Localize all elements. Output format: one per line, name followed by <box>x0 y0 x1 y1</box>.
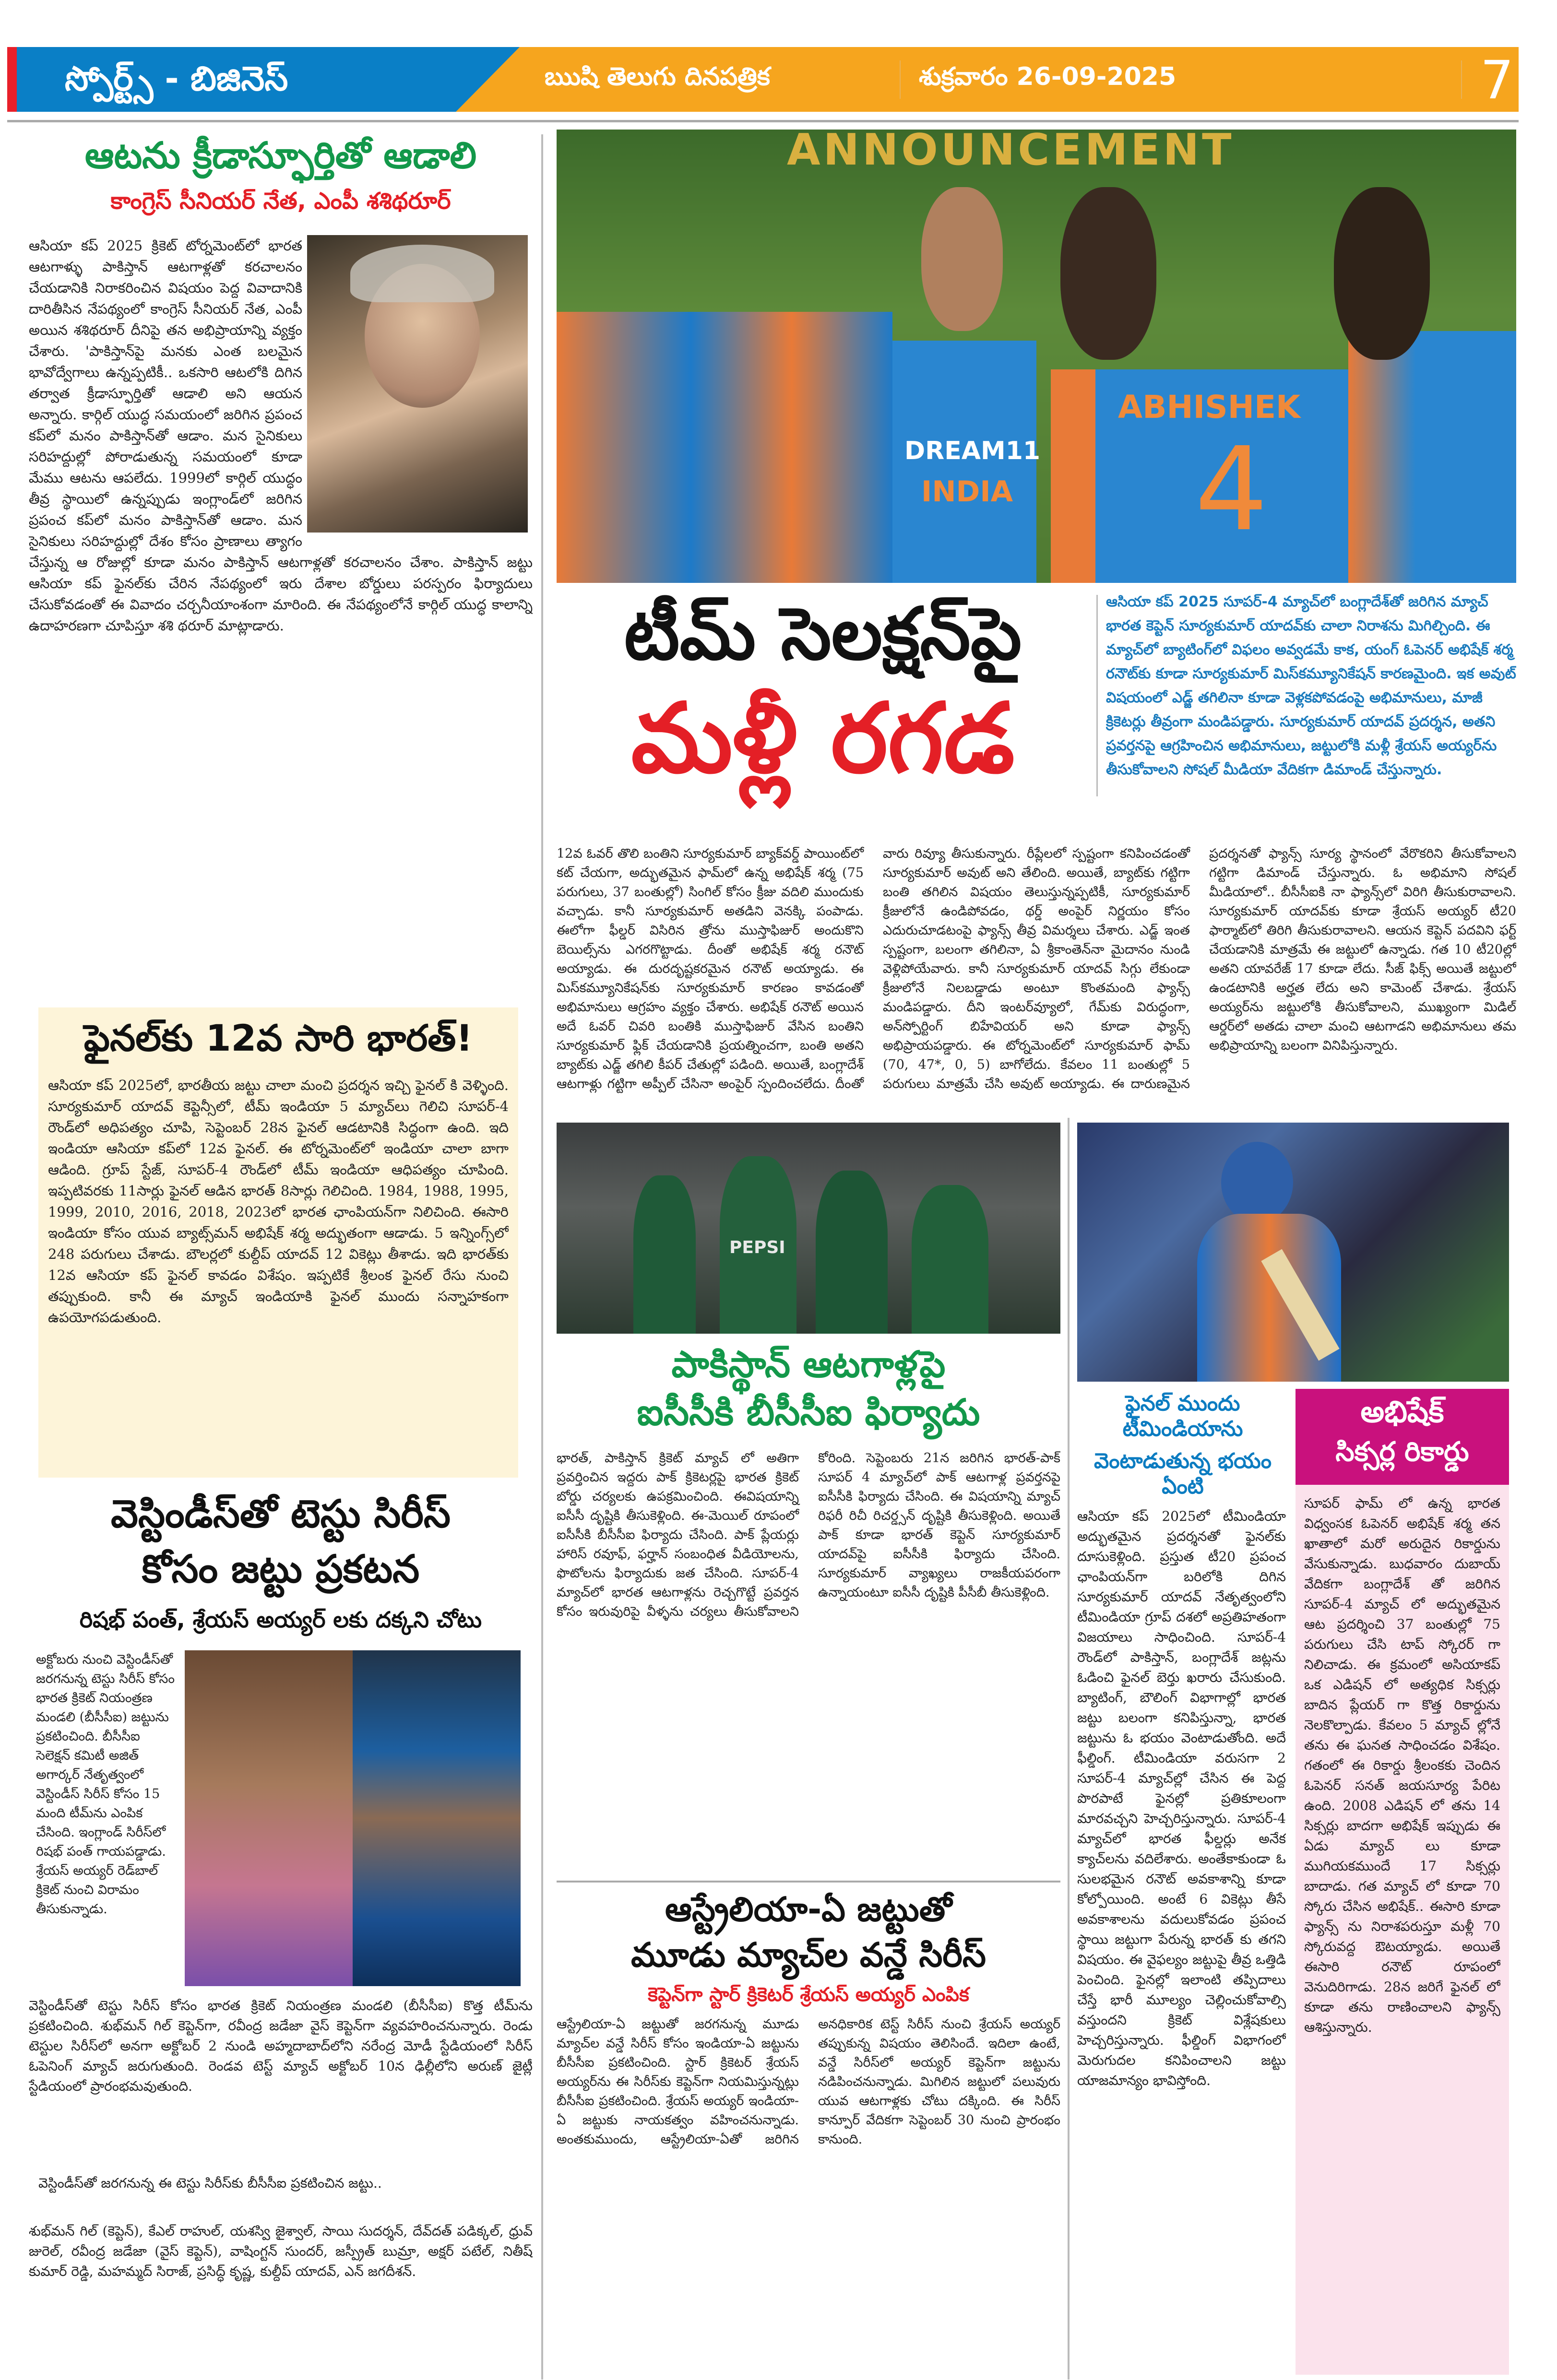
india-fear-headline-1: ఫైనల్ ముందు టీమిండియాను <box>1122 1391 1243 1441</box>
pak-player <box>912 1185 988 1334</box>
abhishek-jersey <box>1051 369 1348 583</box>
pak-player <box>720 1156 796 1334</box>
westindies-body: వెస్టిండీస్‌తో టెస్టు సిరీస్ కోసం భారత క్రికెట్ నియంత్రణ మండలి (బీసీసీఐ) కొత్త టీమ్‌ను ప్రకటించింది. శుభ్‌మన్ గిల్ కెప్టెన్‌గా, రవీంద్ర జడేజా వైస్ కెప్టెన్‌గా వ్యవహరించనున్నారు. రెండు టెస్టుల సిరీస్‌లో అనగా అక్టోబర్ 2 నుండి అహ్మదాబాద్‌లోని నరేంద్ర మోడీ స్టేడియంలో సిరీస్ ఓపెనింగ్ మ్యాచ్ జరుగుతుంది. రెండవ టెస్ట్ మ్యాచ్ అక్టోబర్ 10న ఢిల్లీలోని అరుణ్ జైట్లీ స్టేడియంలో ప్రారంభమవుతుంది. <box>29 1998 533 2094</box>
westindies-intro: అక్టోబరు నుంచి వెస్టిండీస్‌తో జరగనున్న టెస్టు సిరీస్ కోసం భారత క్రికెట్ నియంత్రణ మండలి (బీసీసీఐ) జట్టును ప్రకటించింది. బీసీసీఐ సెలెక్షన్ కమిటీ అజిత్ అగార్కర్ నేతృత్వంలో వెస్టిండీస్ సిరీస్ కోసం 15 మంది టీమ్‌ను ఎంపిక చేసింది. ఇంగ్లాండ్ సిరీస్‌లో రిషభ్ పంత్ గాయపడ్డాడు. శ్రేయస్ అయ్యర్ రెడ్‌బాల్ క్రికెట్ నుంచి విరామం తీసుకున్నాడు. <box>36 1652 175 1917</box>
tharoor-body <box>29 235 533 993</box>
captain-head <box>921 187 1003 331</box>
section-rule <box>557 1881 1060 1883</box>
player-head <box>1334 187 1430 360</box>
abhishek-body-box <box>1296 1485 1509 2375</box>
abhishek-headline-1: అభిషేక్ <box>1360 1394 1444 1429</box>
page-number: 7 <box>1480 49 1514 111</box>
masthead-rule <box>7 120 1519 122</box>
main-headline-1: టీమ్ సెలక్షన్‌పై <box>624 592 1022 676</box>
pak-player <box>633 1175 696 1334</box>
pant-iyer-photo <box>185 1650 521 1986</box>
player-head <box>1060 187 1156 360</box>
masthead-divider <box>1461 60 1462 99</box>
player-jerseys-left <box>557 312 892 583</box>
abhishek-batting-photo <box>1077 1123 1509 1382</box>
westindies-squad: శుభ్‌మన్ గిల్ (కెప్టెన్), కేఎల్ రాహుల్, యశస్వి జైశ్వాల్, సాయి సుదర్శన్, దేవ్‌దత్ పడిక్కల్, ధ్రువ్ జురెల్, రవీంద్ర జడేజా (వైస్ కెప్టెన్), వాషింగ్టన్ సుందర్, జస్ప్రీత్ బుమ్రా, అక్షర్ పటేల్, నితీష్ కుమార్ రెడ్డి, మహమ్మద్ సిరాజ్, ప్రసిద్ధ్ కృష్ణ, కుల్దీప్ యాదవ్, ఎన్ జగదీశన్. <box>29 2223 533 2279</box>
westindies-headline-1: వెస్టిండీస్‌తో టెస్టు సిరీస్ <box>110 1492 451 1536</box>
iyer-photo <box>353 1650 521 1986</box>
captain-jersey <box>892 341 1041 583</box>
final12-headline: ఫైనల్‌కు 12వ సారి భారత్! <box>83 1017 473 1059</box>
jersey-name: ABHISHEK <box>1118 389 1301 426</box>
pant-photo <box>185 1650 353 1986</box>
australia-headline-2: మూడు మ్యాచ్‌ల వన్డే సిరీస్ <box>630 1935 986 1975</box>
paper-name: ఋషి తెలుగు దినపత్రిక <box>545 62 770 91</box>
player-jersey-right <box>1348 331 1516 583</box>
photo-banner-text: ANNOUNCEMENT <box>787 130 1235 175</box>
india-fear-body: ఆసియా కప్ 2025లో టీమిండియా అద్భుతమైన ప్రదర్శనతో ఫైనల్‌కు దూసుకెళ్లింది. ప్రస్తుత టీ20 ప్రపంచ ఛాంపియన్‌గా బరిలోకి దిగిన సూర్యకుమార్ యాదవ్ నేతృత్వంలోని టీమిండియా గ్రూప్ దశలో అప్రతిహతంగా విజయాలు సాధించింది. సూపర్-4 రౌండ్‌లో పాకిస్తాన్, బంగ్లాదేశ్ జట్లను ఓడించి ఫైనల్ బెర్తు ఖరారు చేసుకుంది. బ్యాటింగ్, బౌలింగ్ విభాగాల్లో భారత జట్టు బలంగా కనిపిస్తున్నా, భారత జట్టును ఓ భయం వెంటాడుతోంది. అదే ఫీల్డింగ్. టీమిండియా వరుసగా 2 సూపర్-4 మ్యాచ్‌ల్లో చేసిన ఈ పెద్ద పొరపాటే ఫైనల్లో ప్రతికూలంగా మారవచ్చని హెచ్చరిస్తున్నారు. సూపర్-4 మ్యాచ్‌లో భారత ఫీల్డర్లు అనేక క్యాచ్‌లను వదిలేశారు. అంతేకాకుండా ఓ సులభమైన రనౌట్ అవకాశాన్ని కూడా కోల్పోయింది. అంటే 6 వికెట్లు తీసే అవకాశాలను వదులుకోవడం ప్రపంచ స్థాయి జట్టుగా పేరున్న భారత్ కు తగని విషయం. ఈ వైఫల్యం జట్టుపై తీవ్ర ఒత్తిడి పెంచింది. ఫైనల్లో ఇలాంటి తప్పిదాలు చేస్తే భారీ మూల్యం చెల్లించుకోవాల్సి వస్తుందని క్రికెట్ విశ్లేషకులు హెచ్చరిస్తున్నారు. ఫీల్డింగ్ విభాగంలో మెరుగుదల కనిపించాలని జట్టు యాజమాన్యం భావిస్తోంది. <box>1077 1508 1286 2088</box>
australia-subhead: కెప్టెన్‌గా స్టార్ క్రికెటర్ శ్రేయస్ అయ్యర్ ఎంపిక <box>648 1984 969 2006</box>
pakistan-headline-2: ఐసీసీకి బీసీసీఐ ఫిర్యాదు <box>637 1391 980 1433</box>
photo-wrap-spacer <box>302 235 533 537</box>
column-divider <box>541 134 543 2380</box>
australia-headline-1: ఆస్ట్రేలియా-ఏ జట్టుతో <box>665 1890 952 1929</box>
main-story-body: 12వ ఓవర్ తొలి బంతిని సూర్యకుమార్ బ్యాక్‌వర్డ్ పాయింట్‌లో కట్ చేయగా, అద్భుతమైన ఫామ్‌లో ఉన్న అభిషేక్ శర్మ (75 పరుగులు, 37 బంతుల్లో) సింగిల్ కోసం క్రీజు వదిలి ముందుకు వచ్చాడు. కానీ సూర్యకుమార్ అతడిని వెనక్కి పంపాడు. ఈలోగా ఫీల్డర్ విసిరిన త్రోను ముస్తాఫిజుర్ అందుకొని బెయిల్స్‌ను ఎగరగొట్టాడు. దీంతో అభిషేక్ శర్మ రనౌట్ అయ్యాడు. ఈ దురదృష్టకరమైన రనౌట్ అయ్యాడు. ఈ మిస్‌కమ్యూనికేషన్‌కు సూర్యకుమార్ కారణం కావడంతో అభిమానులు ఆగ్రహం వ్యక్తం చేశారు. అభిషేక్ రనౌట్ అయిన అదే ఓవర్ చివరి బంతికి ముస్తాఫిజుర్ వేసిన బంతిని సూర్యకుమార్ ఫ్లిక్ చేయడానికి ప్రయత్నించగా, బంతి అతని బ్యాట్‌కు ఎడ్జ్ తగిలి కీపర్ చేతుల్లో పడింది. అయితే, బంగ్లాదేశ్ ఆటగాళ్లు గట్టిగా అప్పీల్ చేసినా అంపైర్ స్పందించలేదు. దీంతో వారు రివ్యూ తీసుకున్నారు. రీప్లేలలో స్పష్టంగా కనిపించడంతో సూర్యకుమార్ అవుట్ అని తేలింది. అయితే, బ్యాట్‌కు గట్టిగా బంతి తగిలిన విషయం తెలుస్తున్నప్పటికీ, సూర్యకుమార్ క్రీజులోనే ఉండిపోవడం, థర్డ్ అంపైర్ నిర్ణయం కోసం ఎదురుచూడటంపై ఫ్యాన్స్ తీవ్ర విమర్శలు చేశారు. ఎడ్జ్ ఇంత స్పష్టంగా, బలంగా తగిలినా, ఏ శ్రీకాంతెన్‌నా మైదానం నుండి వెళ్లిపోయేవారు. కానీ సూర్యకుమార్ యాదవ్ సిగ్గు లేకుండా క్రీజులోనే నిలబడ్డాడు అంటూ కొంతమంది ఫ్యాన్స్ మండిపడ్డారు. దీని ఇంటర్‌వ్యూలో, గేమ్‌కు విరుద్ధంగా, అన్‌స్పోర్టింగ్ బిహేవియర్ అని కూడా ఫ్యాన్స్ అభిప్రాయపడ్డారు. ఈ టోర్నమెంట్‌లో సూర్యకుమార్ ఫామ్ (70, 47*, 0, 5) బాగోలేదు. కేవలం 11 బంతుల్లో 5 పరుగులు మాత్రమే చేసి అవుట్ అయ్యాడు. ఈ దారుణమైన ప్రదర్శనతో ఫ్యాన్స్ సూర్య స్థానంలో వేరొకరిని తీసుకోవాలని గట్టిగా డిమాండ్ చేస్తున్నారు. ఓ అభిమాని సోషల్ మీడియాలో.. బీసీసీఐకి నా ఫ్యాన్స్‌లో విరిగి తీసుకురావాలని. సూర్యకుమార్ యాదవ్‌కు కూడా శ్రేయస్ అయ్యర్ టీ20 ఫార్మాట్‌లో తిరిగి తీసుకురావాలని. ఆయన కెప్టెన్ పదవిని ఫర్ట్ చేయడానికి మాత్రమే ఈ జట్టులో ఉన్నాడు. గత 10 టీ20ల్లో అతని యావరేజ్ 17 కూడా లేదు. సీజ్ ఫిక్స్ అయితే జట్టులో ఉండటానికి అర్హత లేదు అని కామెంట్ చేశాడు. శ్రేయస్ అయ్యర్‌ను జట్టులోకి తీసుకోవాలని, ముఖ్యంగా మిడిల్ ఆర్డర్‌లో అతడు చాలా మంచి ఆటగాడని అభిమానులు తమ అభిప్రాయాన్ని బలంగా వినిపిస్తున్నారు. <box>557 846 1516 1091</box>
pakistan-headline-1: పాకిస్థాన్ ఆటగాళ్లపై <box>671 1343 946 1385</box>
final12-box <box>38 1007 518 1478</box>
masthead-red-tab <box>7 47 17 112</box>
westindies-headline-2: కోసం జట్టు ప్రకటన <box>142 1547 420 1591</box>
final12-body: ఆసియా కప్ 2025లో, భారతీయ జట్టు చాలా మంచి ప్రదర్శన ఇచ్చి ఫైనల్ కి వెళ్ళింది. సూర్యకుమార్ యాదవ్ కెప్టెన్సీలో, టీమ్ ఇండియా 5 మ్యాచ్‌లు గెలిచి సూపర్-4 రౌండ్‌లో అధిపత్యం చూపి, సెప్టెంబర్ 28న ఫైనల్ ఆడటానికి సిద్ధంగా ఉంది. ఇది ఇండియా ఆసియా కప్‌లో 12వ ఫైనల్. ఈ టోర్నమెంట్‌లో ఇండియా చాలా బాగా ఆడింది. గ్రూప్ స్టేజ్, సూపర్-4 రౌండ్‌లో టీమ్ ఇండియా ఆధిపత్యం చూపింది. ఇప్పటివరకు 11సార్లు ఫైనల్ ఆడిన భారత్ 8సార్లు గెలిచింది. 1984, 1988, 1995, 1999, 2010, 2016, 2018, 2023లో భారత ఛాంపియన్‌గా నిలిచింది. ఈసారి ఇండియా కోసం యువ బ్యాట్స్‌మన్ అభిషేక్ శర్మ అద్భుతంగా ఆడాడు. 5 ఇన్నింగ్స్‌లో 248 పరుగులు చేశాడు. బౌలర్లలో కుల్దీప్ యాదవ్ 12 వికెట్లు తీశాడు. ఇది భారత్‌కు 12వ ఆసియా కప్ ఫైనల్ కావడం విశేషం. ఇప్పటికే శ్రీలంక ఫైనల్ రేసు నుంచి తప్పుకుంది. కానీ ఈ మ్యాచ్ ఇండియాకి ఫైనల్ ముందు సన్నాహకంగా ఉపయోగపడుతుంది. <box>48 1077 509 1326</box>
main-headline-2: మళ్లీ రగడ <box>631 683 1015 794</box>
india-fear-headline-2: వెంటాడుతున్న భయం ఏంటి <box>1093 1449 1272 1499</box>
pakistan-team-photo <box>557 1123 1060 1334</box>
abhishek-body: సూపర్ ఫామ్ లో ఉన్న భారత విధ్వంసక ఓపెనర్ అభిషేక్ శర్మ తన ఖాతాలో మరో అరుదైన రికార్డును వేసుకున్నాడు. బుధవారం దుబాయ్ వేదికగా బంగ్లాదేశ్ తో జరిగిన సూపర్-4 మ్యాచ్ లో అద్భుతమైన ఆట ప్రదర్శించి 37 బంతుల్లో 75 పరుగులు చేసి టాప్ స్కోరర్ గా నిలిచాడు. ఈ క్రమంలో అసియాకప్ ఒక ఎడిషన్ లో అత్యధిక సిక్సర్లు బాదిన ప్లేయర్ గా కొత్త రికార్డును నెలకొల్పాడు. కేవలం 5 మ్యాచ్ ల్లోనే తను ఈ ఘనత సాధించడం విశేషం. గతంలో ఈ రికార్డు శ్రీలంకకు చెందిన ఓపెనర్ సనత్ జయసూర్య పేరిట ఉంది. 2008 ఎడిషన్ లో తను 14 సిక్సర్లు బాదగా అభిషేక్ ఇప్పుడు ఈ ఏడు మ్యాచ్ లు కూడా ముగియకముందే 17 సిక్సర్లు బాదాడు. గత మ్యాచ్ లో కూడా 70 స్కోరు చేసిన అభిషేక్.. ఈసారి కూడా ఫ్యాన్స్ ను నిరాశపరుస్తూ మళ్లీ 70 స్కోరువద్ద ఔటయ్యాడు. అయితే ఈసారి రనౌట్ రూపంలో వెనుదిరిగాడు. 28న జరిగే ఫైనల్ లో కూడా తను రాణించాలని ఫ్యాన్స్ ఆశిస్తున్నారు. <box>1304 1495 1500 2035</box>
section-title: స్పోర్ట్స్ - బిజినెస్ <box>65 59 288 98</box>
masthead-divider <box>900 60 901 99</box>
tharoor-subhead: కాంగ్రెస్ సీనియర్ నేత, ఎంపీ శశిథరూర్ <box>110 188 451 214</box>
tharoor-body-text: ఆసియా కప్ 2025 క్రికెట్ టోర్నమెంట్‌లో భారత ఆటగాళ్ళు పాకిస్తాన్ ఆటగాళ్లతో కరచాలనం చేయడానికి నిరాకరించిన విషయం పెద్ద వివాదానికి దారితీసిన నేపథ్యంలో కాంగ్రెస్ సీనియర్ నేత, ఎంపీ అయిన శశిథరూర్ దీనిపై తన అభిప్రాయాన్ని వ్యక్తం చేశారు. 'పాకిస్తాన్‌పై మనకు ఎంత బలమైన భావోద్వేగాలు ఉన్నప్పటికీ.. ఒకసారి ఆటలోకి దిగిన తర్వాత క్రీడాస్ఫూర్తితో ఆడాలి అని ఆయన అన్నారు. కార్గిల్ యుద్ధ సమయంలో జరిగిన ప్రపంచ కప్‌లో మనం పాకిస్తాన్‌తో ఆడాం. మన సైనికులు సరిహద్దుల్లో పోరాడుతున్న సమయంలో కూడా మేము ఆటను ఆపలేదు. 1999లో కార్గిల్ యుద్ధం తీవ్ర స్థాయిలో ఉన్నప్పుడు ఇంగ్లాండ్‌లో జరిగిన ప్రపంచ కప్‌లో మనం పాకిస్తాన్‌తో ఆడాం. మన సైనికులు సరిహద్దుల్లో దేశం కోసం ప్రాణాలు త్యాగం చేస్తున్న ఆ రోజుల్లో కూడా మనం పాకిస్తాన్ ఆటగాళ్లతో కరచాలనం చేశాం. పాకిస్తాన్ జట్టు ఆసియా కప్ ఫైనల్‌కు చేరిన నేపథ్యంలో ఇరు దేశాల బోర్డులు పరస్పరం ఫిర్యాదులు చేసుకోవడంతో ఈ వివాదం చర్చనీయాంశంగా మారింది. ఈ నేపథ్యంలోనే కార్గిల్ యుద్ధ కాలాన్ని ఉదాహరణగా చూపిస్తూ శశి థరూర్ మాట్లాడారు. <box>29 237 533 634</box>
westindies-squad-intro: వెస్టిండీస్‌తో జరగనున్న ఈ టెస్టు సిరీస్‌కు బీసీసీఐ ప్రకటించిన జట్టు.. <box>38 2175 382 2191</box>
jersey-sponsor-pak: PEPSI <box>729 1238 785 1257</box>
jersey-number: 4 <box>1195 422 1268 557</box>
masthead <box>7 47 1519 112</box>
australia-body: ఆస్ట్రేలియా-ఏ జట్టుతో జరగనున్న మూడు మ్యాచ్‌ల వన్డే సిరీస్ కోసం ఇండియా-ఏ జట్టును బీసీసీఐ ప్రకటించింది. స్టార్ క్రికెటర్ శ్రేయస్ అయ్యర్‌ను ఈ సిరీస్‌కు కెప్టెన్‌గా నియమిస్తున్నట్లు బీసీసీఐ ప్రకటించింది. శ్రేయస్ అయ్యర్ ఇండియా-ఏ జట్టుకు నాయకత్వం వహించనున్నాడు. అంతకుముందు, ఆస్ట్రేలియా-ఏతో జరిగిన అనధికారిక టెస్ట్ సిరీస్ నుంచి శ్రేయస్ అయ్యర్ తప్పుకున్న విషయం తెలిసిందే. ఇదిలా ఉంటే, వన్డే సిరీస్‌లో అయ్యర్ కెప్టెన్‌గా జట్టును నడిపించనున్నాడు. మిగిలిన జట్టులో పలువురు యువ ఆటగాళ్లకు చోటు దక్కింది. ఈ సిరీస్ కాన్పూర్ వేదికగా సెప్టెంబర్ 30 నుంచి ప్రారంభం కానుంది. <box>557 2017 1060 2147</box>
issue-date: శుక్రవారం 26-09-2025 <box>919 62 1177 91</box>
jersey-team: INDIA <box>921 475 1013 509</box>
main-blurb: ఆసియా కప్ 2025 సూపర్-4 మ్యాచ్‌లో బంగ్లాదేశ్‌తో జరిగిన మ్యాచ్ భారత కెప్టెన్ సూర్యకుమార్ యాదవ్‌కు చాలా నిరాశను మిగిల్చింది. ఈ మ్యాచ్‌లో బ్యాటింగ్‌లో విఫలం అవ్వడమే కాక, యంగ్ ఓపెనర్ అభిషేక్ శర్మ రనౌట్‌కు కూడా సూర్యకుమార్ మిస్‌కమ్యూనికేషన్ కారణమైంది. ఇక అవుట్ విషయంలో ఎడ్జ్ తగిలినా కూడా వెళ్లకపోవడంపై అభిమానులు, మాజీ క్రికెటర్లు తీవ్రంగా మండిపడ్డారు. సూర్యకుమార్ యాదవ్ ప్రదర్శన, అతని ప్రవర్తనపై ఆగ్రహించిన అభిమానులు, జట్టులోకి మళ్లీ శ్రేయస్ అయ్యర్‌ను తీసుకోవాలని సోషల్ మీడియా వేదికగా డిమాండ్ చేస్తున్నారు. <box>1106 593 1516 778</box>
abhishek-headline-2: సిక్సర్ల రికార్డు <box>1335 1436 1469 1468</box>
abhishek-headline-box <box>1296 1389 1509 1485</box>
team-huddle-photo <box>557 130 1516 583</box>
blurb-divider <box>1096 595 1098 796</box>
jersey-sponsor: DREAM11 <box>904 437 1041 465</box>
westindies-subhead: రిషభ్ పంత్, శ్రేయస్ అయ్యర్ లకు దక్కని చోటు <box>79 1607 482 1633</box>
pakistan-body: భారత్, పాకిస్తాన్ క్రికెట్ మ్యాచ్ లో అతిగా ప్రవర్తించిన ఇద్దరు పాక్ క్రికెటర్లపై భారత క్రికెట్ బోర్డు చర్యలకు ఉపక్రమించింది. ఈవిషయాన్ని ఐసీసీ దృష్టికి తీసుకెళ్లింది. ఈ-మెయిల్ రూపంలో ఐసీసీకి బీసీసీఐ ఫిర్యాదు చేసింది. పాక్ ప్లేయర్లు హారిస్ రవూఫ్, ఫర్హాన్ సంబంధిత వీడియోలను, ఫొటోలను ఫిర్యాదుకు జత చేసింది. సూపర్-4 మ్యాచ్‌లో భారత ఆటగాళ్లను రెచ్చగొట్టే ప్రవర్తన కోసం ఇరువురిపై వీళ్ళను చర్యలు తీసుకోవాలని కోరింది. సెప్టెంబరు 21న జరిగిన భారత్-పాక్ సూపర్ 4 మ్యాచ్‌లో పాక్ ఆటగాళ్ల ప్రవర్తనపై ఐసీసీకి ఫిర్యాదు చేసింది. ఈ విషయాన్ని మ్యాచ్ రిఫరీ రిచీ రిచర్డ్సన్ దృష్టికి తీసుకెళ్లింది. అయితే పాక్ కూడా భారత్ కెప్టెన్ సూర్యకుమార్ యాదవ్‌పై ఐసీసీకి ఫిర్యాదు చేసింది. సూర్యకుమార్ వ్యాఖ్యలు రాజకీయపరంగా ఉన్నాయంటూ ఐసీసీ దృష్టికి పీసీబీ తీసుకెళ్లింది. <box>557 1451 1060 1619</box>
tharoor-headline: ఆటను క్రీడాస్ఫూర్తితో ఆడాలి <box>84 134 477 177</box>
pak-player <box>816 1171 888 1334</box>
column-divider <box>1068 1118 1070 2380</box>
helmet <box>1221 1142 1293 1223</box>
